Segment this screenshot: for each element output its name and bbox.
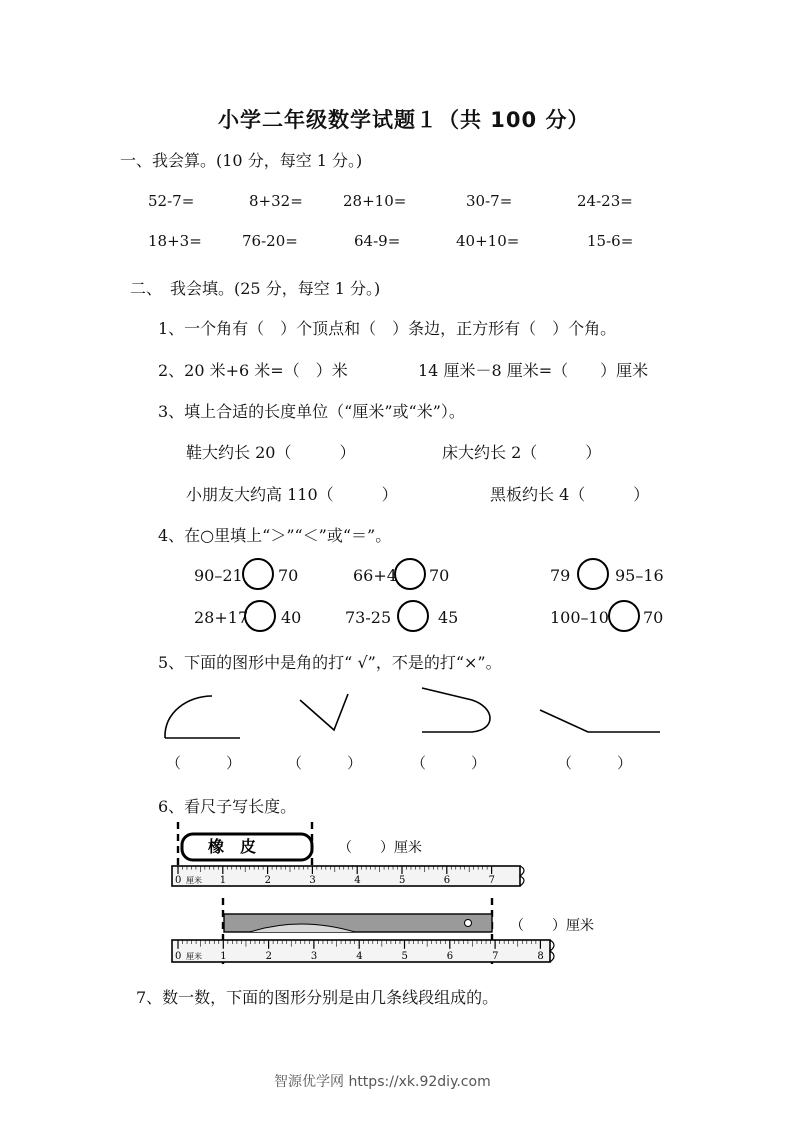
ruler-tick-label: 6 [443, 875, 451, 886]
compare-circle[interactable] [608, 600, 640, 632]
figure-curve-line [165, 696, 212, 738]
q3-item: 鞋大约长 20（ ） [186, 443, 356, 462]
ruler-tick-label: 5 [401, 951, 408, 962]
ruler-tick-label: 1 [219, 875, 227, 886]
answer-paren[interactable]: （ ） [411, 754, 487, 772]
calc-item: 24-23= [577, 192, 633, 210]
question-3: 3、填上合适的长度单位（“厘米”或“米”）。 [158, 402, 465, 421]
question-7: 7、数一数，下面的图形分别是由几条线段组成的。 [136, 988, 499, 1007]
question-6: 6、看尺子写长度。 [158, 797, 297, 816]
compare-right: 70 [643, 608, 664, 627]
question-4: 4、在○里填上“＞”“＜”或“＝”。 [158, 526, 392, 545]
answer-paren[interactable]: （ ） [287, 754, 363, 772]
compare-circle[interactable] [242, 558, 274, 590]
calc-item: 76-20= [242, 232, 298, 250]
ruler-tick-label: 3 [310, 951, 318, 962]
compare-left: 28+17 [194, 608, 249, 627]
compare-circle[interactable] [394, 558, 426, 590]
figure-u-shape [422, 688, 490, 732]
ruler-tick-label: 5 [399, 875, 406, 886]
q3-item: 黑板约长 4（ ） [490, 485, 650, 504]
ruler-tick-label: 8 [537, 951, 544, 962]
answer-paren[interactable]: （ ） [166, 754, 242, 772]
compare-left: 79 [550, 566, 571, 585]
figure-angle [300, 694, 348, 730]
ruler-1-unit: 厘米 [186, 876, 202, 885]
ruler-tick-label: 7 [488, 875, 495, 886]
compare-right: 70 [278, 566, 299, 585]
q3-item: 床大约长 2（ ） [442, 443, 602, 462]
section1-heading: 一、我会算。(10 分，每空 1 分。) [120, 151, 363, 170]
ruler-tick-label: 7 [492, 951, 499, 962]
ruler-tick-label: 0 [175, 875, 182, 886]
question-2a: 2、20 米+6 米=（ ）米 [158, 361, 348, 380]
answer-eraser: （ ）厘米 [338, 840, 422, 856]
calc-item: 64-9= [354, 232, 401, 250]
answer-bar: （ ）厘米 [510, 918, 594, 934]
ruler-tick-label: 3 [309, 875, 316, 886]
ruler-figure [160, 820, 670, 970]
compare-left: 100–10 [550, 608, 609, 627]
ruler-tick-label: 1 [220, 951, 227, 962]
question-1: 1、一个角有（ ）个顶点和（ ）条边，正方形有（ ）个角。 [158, 319, 617, 338]
footer-watermark: 智源优学网 https://xk.92diy.com [274, 1074, 491, 1090]
calc-item: 28+10= [343, 192, 407, 210]
page-title: 小学二年级数学试题１（共 100 分） [218, 108, 590, 132]
question-2b: 14 厘米－8 厘米=（ ）厘米 [418, 361, 649, 380]
section2-heading: 二、 我会填。(25 分，每空 1 分。) [130, 279, 381, 298]
compare-right: 95–16 [615, 566, 664, 585]
pencil-bar-dot [465, 920, 472, 927]
calc-item: 40+10= [456, 232, 520, 250]
compare-circle[interactable] [577, 558, 609, 590]
eraser-label: 橡 皮 [208, 837, 257, 856]
calc-item: 15-6= [587, 232, 634, 250]
ruler-tick-label: 4 [354, 875, 361, 886]
calc-item: 30-7= [466, 192, 513, 210]
figure-bent-line [540, 710, 660, 732]
ruler-tick-label: 0 [175, 951, 182, 962]
compare-left: 66+4 [353, 566, 397, 585]
compare-right: 70 [429, 566, 450, 585]
question-5: 5、下面的图形中是角的打“ √”，不是的打“×”。 [158, 653, 502, 672]
ruler-tick-label: 2 [265, 951, 272, 962]
calc-item: 18+3= [148, 232, 202, 250]
compare-right: 45 [438, 608, 459, 627]
ruler-tick-label: 2 [264, 875, 271, 886]
compare-left: 90–21 [194, 566, 243, 585]
ruler-tick-label: 6 [446, 951, 454, 962]
compare-circle[interactable] [244, 600, 276, 632]
compare-circle[interactable] [397, 600, 429, 632]
calc-item: 8+32= [249, 192, 303, 210]
ruler-2-unit: 厘米 [186, 952, 202, 961]
compare-right: 40 [281, 608, 302, 627]
ruler-tick-label: 4 [356, 951, 363, 962]
compare-left: 73-25 [345, 608, 392, 627]
answer-paren[interactable]: （ ） [557, 754, 633, 772]
angle-figures [150, 680, 680, 750]
calc-item: 52-7= [148, 192, 195, 210]
q3-item: 小朋友大约高 110（ ） [186, 485, 398, 504]
